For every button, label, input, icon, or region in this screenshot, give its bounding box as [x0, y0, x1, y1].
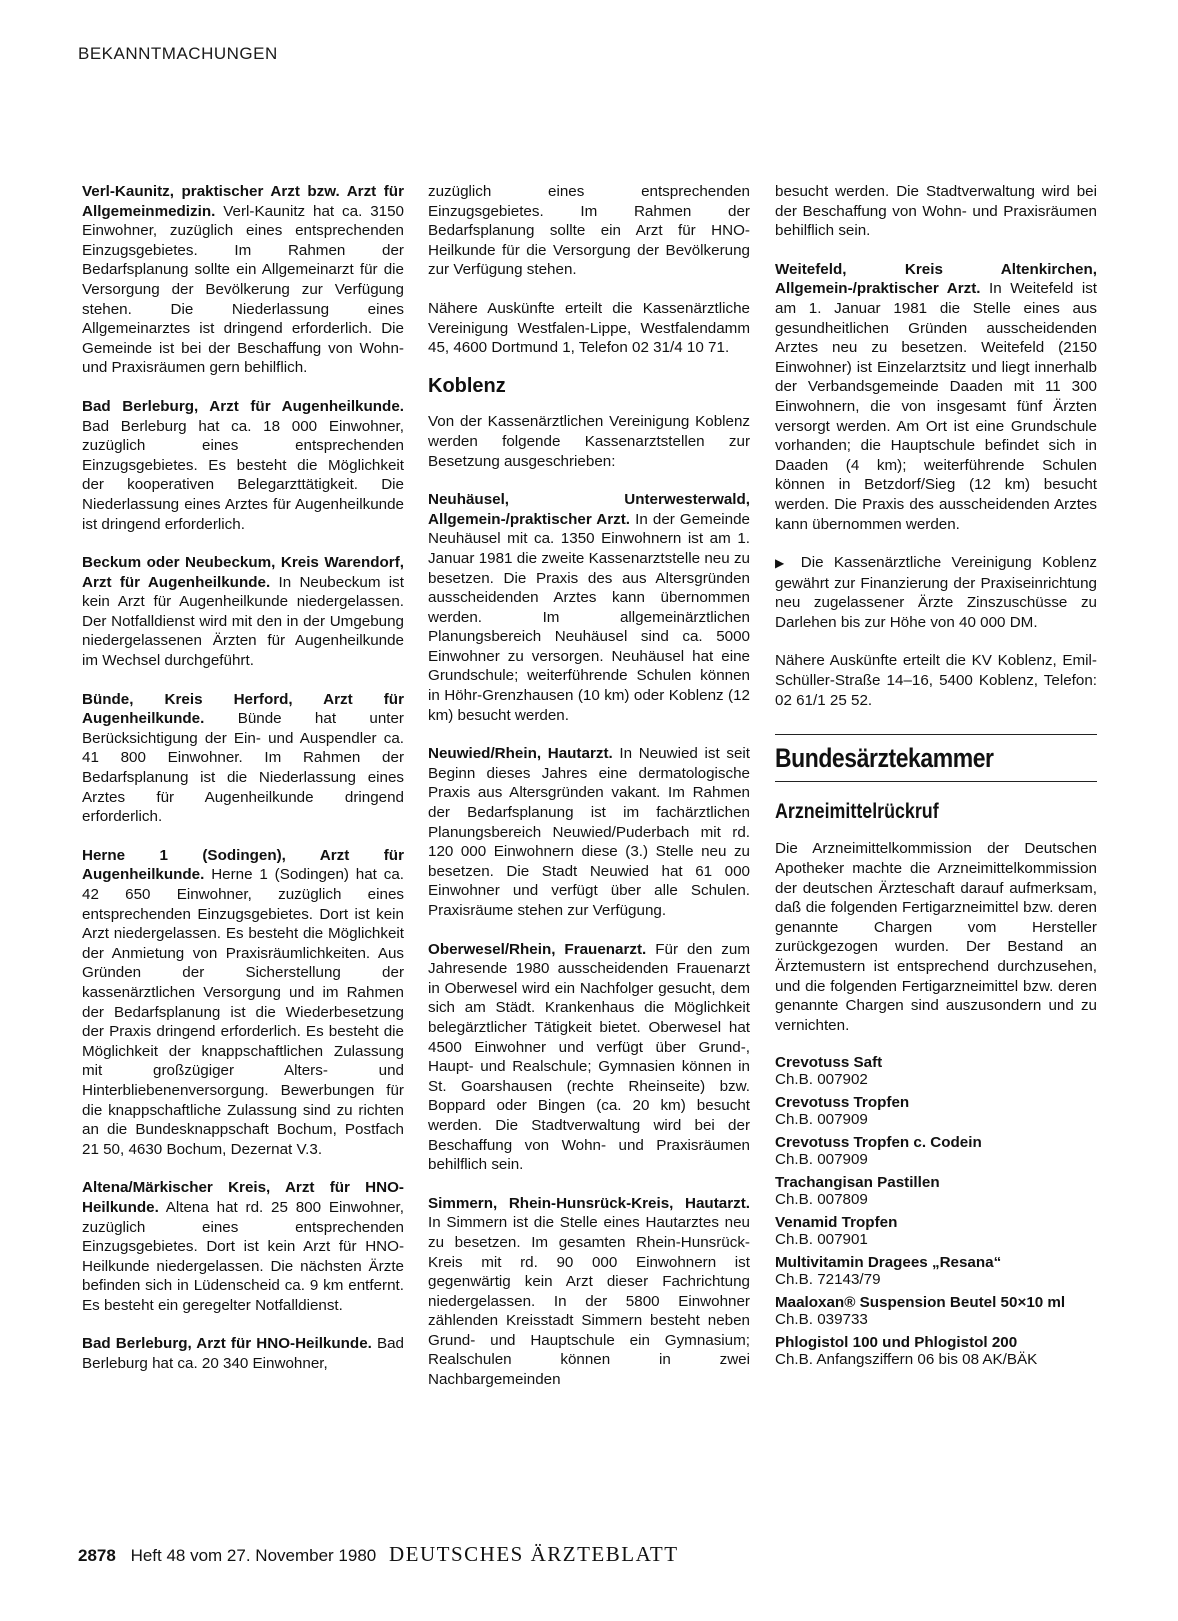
notice-neuwied — [428, 744, 750, 920]
notice-neuhaeusel — [428, 490, 750, 725]
journal-name: DEUTSCHES ÄRZTEBLATT — [388, 1542, 679, 1566]
notice-title: Beckum oder Neubeckum, Kreis Warendorf, Arzt für Augenheilkunde. — [82, 554, 404, 591]
notice-title: Altena/Märkischer Kreis, Arzt für HNO-Heilkunde. — [82, 1179, 404, 1216]
notice-title: Neuwied/Rhein, Hautarzt. — [428, 745, 613, 763]
drug-item — [775, 1094, 1097, 1128]
drug-name: Maaloxan® Suspension Beutel 50×10 ml — [775, 1294, 1066, 1312]
notice-text: In der Gemeinde Neuhäusel mit ca. 1350 Einwohnern ist am 1. Januar 1981 die zweite Kassenarztstelle neu zu besetzen. Die Praxis des aus Altersgründen ausscheidenden Arztes kann übernommen werden. Im allgemeinärztlichen Planungsbereich Neuhäusel sind ca. 5000 Einwohner zu versorgen. Neuhäusel hat eine Grundschule; weiterführende Schulen können in Höhr-Grenzhausen (10 km) oder Koblenz (12 km) besucht werden. — [428, 510, 750, 724]
notice-beckum — [82, 553, 404, 671]
column-1 — [82, 182, 404, 1393]
drug-charge: Ch.B. 039733 — [775, 1311, 868, 1329]
drug-charge: Ch.B. Anfangsziffern 06 bis 08 AK/BÄK — [775, 1351, 1038, 1369]
recall-text: Die Arzneimittelkommission der Deutschen Apotheker machte die Arzneimittelkommission der deutschen Ärzteschaft darauf aufmerksam, daß die folgenden Fertigarzneimittel bzw. deren genannte Chargen vom Hersteller zurückgezogen wurden. Der Bestand an Ärztemustern ist entsprechend durchzusehen, und die folgenden Fertigarzneimittel bzw. deren genannte Chargen sind auszusondern und zu vernichten. — [775, 840, 1097, 1034]
drug-name: Crevotuss Saft — [775, 1054, 883, 1072]
info-westfalen-lippe: Nähere Auskünfte erteilt die Kassenärztliche Vereinigung Westfalen-Lippe, Westfalendamm 45, 4600 Dortmund 1, Telefon 02 31/4 10 71. — [428, 299, 750, 357]
page-number: 2878 — [78, 1546, 116, 1565]
notice-text: Bünde hat unter Berücksichtigung der Ein- und Auspendler ca. 41 800 Einwohner. Im Rahmen der Bedarfsplanung ist die Niederlassung eines Arztes für Augenheilkunde dringend erforderlich. — [82, 710, 404, 826]
notice-text: In Simmern ist die Stelle eines Hautarztes neu zu besetzen. Im gesamten Rhein-Hunsrück-Kreis mit rd. 90 000 Einwohnern ist gegenwärtig kein Arzt dieser Fachrichtung niedergelassen. In der 5800 Einwohner zählenden Kreisstadt Simmern besteht neben Grund- und Hauptschule ein Gymnasium; Realschulen können in zwei Nachbargemeinden — [428, 1214, 750, 1389]
notice-title: Bad Berleburg, Arzt für HNO-Heilkunde. — [82, 1335, 372, 1353]
page-footer — [78, 1542, 679, 1567]
notice-bad-berleburg-augen — [82, 397, 404, 534]
continuation-text: besucht werden. Die Stadtverwaltung wird bei der Beschaffung von Wohn- und Praxisräumen behilflich sein. — [775, 183, 1097, 240]
drug-item — [775, 1174, 1097, 1208]
drug-name: Phlogistol 100 und Phlogistol 200 — [775, 1334, 1018, 1352]
drug-charge: Ch.B. 72143/79 — [775, 1271, 881, 1289]
drug-charge: Ch.B. 007902 — [775, 1071, 868, 1089]
subheading-arzneimittelrueckruf: Arzneimittelrückruf — [775, 799, 939, 823]
drug-name: Crevotuss Tropfen c. Codein — [775, 1134, 982, 1152]
drug-item — [775, 1294, 1097, 1328]
issue-info: Heft 48 vom 27. November 1980 — [130, 1546, 377, 1565]
continuation-text: zuzüglich eines entsprechenden Einzugsgebietes. Im Rahmen der Bedarfsplanung sollte ein Arzt für HNO-Heilkunde für die Versorgung der Bevölkerung zur Verfügung stehen. — [428, 183, 750, 279]
drug-item — [775, 1214, 1097, 1248]
koblenz-intro: Von der Kassenärztlichen Vereinigung Koblenz werden folgende Kassenarztstellen zur Besetzung ausgeschrieben: — [428, 413, 750, 470]
drug-charge: Ch.B. 007909 — [775, 1151, 868, 1169]
notice-title: Oberwesel/Rhein, Frauenarzt. — [428, 940, 647, 958]
column-3 — [775, 182, 1097, 1374]
notice-title: Simmern, Rhein-Hunsrück-Kreis, Hautarzt. — [428, 1194, 750, 1212]
notice-text: Bad Berleburg hat ca. 18 000 Einwohner, zuzüglich eines entsprechenden Einzugsgebietes. Es besteht die Möglichkeit der kooperativen Belegarzttätigkeit. Die Niederlassung eines Arztes für Augenheilkunde ist dringend erforderlich. — [82, 417, 404, 533]
notice-text: In Weitefeld ist am 1. Januar 1981 die Stelle eines aus gesundheitlichen Gründen ausscheidenden Arztes neu zu besetzen. Weitefeld (2150 Einwohner) ist Einzelarztsitz und liegt innerhalb der Verbandsgemeinde Daaden mit 11 300 Einwohnern, die von insgesamt fünf Ärzten versorgt werden. Am Ort ist eine Grundschule vorhanden; die Hauptschule befindet sich in Daaden (4 km); weiterführende Schulen können in Betzdorf/Sieg (12 km) besucht werden. Die Praxis des ausscheidenden Arztes kann übernommen werden. — [775, 280, 1098, 533]
drug-item — [775, 1134, 1097, 1168]
notice-verl-kaunitz — [82, 182, 404, 378]
notice-title: Verl-Kaunitz, praktischer Arzt bzw. Arzt für Allgemeinmedizin. — [82, 183, 404, 220]
notice-altena — [82, 1178, 404, 1315]
drug-item — [775, 1054, 1097, 1088]
divider — [775, 734, 1097, 735]
section-heading-koblenz: Koblenz — [428, 374, 506, 397]
drug-name: Venamid Tropfen — [775, 1214, 898, 1232]
notice-title: Weitefeld, Kreis Altenkirchen, Allgemein-/praktischer Arzt. — [775, 260, 1097, 298]
notice-title: Bünde, Kreis Herford, Arzt für Augenheilkunde. — [82, 690, 404, 728]
drug-item — [775, 1254, 1097, 1288]
triangle-right-icon: ▶ — [775, 556, 791, 571]
notice-weitefeld — [775, 260, 1097, 534]
drug-item — [775, 1334, 1097, 1368]
notice-text: Verl-Kaunitz hat ca. 3150 Einwohner, zuzüglich eines entsprechenden Einzugsgebietes. Im Rahmen der Bedarfsplanung sollte ein Allgemeinarzt für die Versorgung der Bevölkerung zur Verfügung stehen. Die Niederlassung eines Allgemeinarztes ist dringend erforderlich. Die Gemeinde ist bei der Beschaffung von Wohn- und Praxisräumen gern behilflich. — [82, 202, 404, 377]
divider — [775, 781, 1097, 782]
drug-name: Multivitamin Dragees „Resana“ — [775, 1254, 1002, 1272]
notice-text: Herne 1 (Sodingen) hat ca. 42 650 Einwohner, zuzüglich eines entsprechenden Einzugsgebietes. Dort ist kein Arzt niedergelassen. Es besteht die Möglichkeit der Anmietung von Praxisräumlichkeiten. Aus Gründen der Sicherstellung der kassenärztlichen Versorgung und im Rahmen der Bedarfsplanung ist die Wiederbesetzung der Praxis dringend erforderlich. Es besteht die Möglichkeit der knappschaftlichen Zulassung mit großzügiger Alters- und Hinterbliebenenversorgung. Bewerbungen für die knappschaftliche Zulassung sind zu richten an die Bundesknappschaft Bochum, Postfach 21 50, 4630 Bochum, Dezernat V.3. — [82, 866, 404, 1158]
notice-simmern — [428, 1194, 750, 1390]
notice-herne — [82, 846, 404, 1160]
notice-text: Bad Berleburg hat ca. 20 340 Einwohner, — [82, 1335, 404, 1373]
drug-name: Trachangisan Pastillen — [775, 1174, 940, 1192]
drug-name: Crevotuss Tropfen — [775, 1094, 910, 1112]
drug-list — [775, 1054, 1097, 1368]
kv-note — [775, 553, 1097, 632]
kv-note-text: Die Kassenärztliche Vereinigung Koblenz gewährt zur Finanzierung der Praxiseinrichtung neu zugelassener Ärzte Zinszuschüsse zu Darlehen bis zur Höhe von 40 000 DM. — [775, 554, 1097, 631]
heading-bundesaerztekammer: Bundesärztekammer — [775, 743, 994, 774]
column-2 — [428, 182, 750, 1409]
notice-title: Bad Berleburg, Arzt für Augenheilkunde. — [82, 397, 404, 415]
drug-charge: Ch.B. 007901 — [775, 1231, 868, 1249]
notice-text: Für den zum Jahresende 1980 ausscheidenden Frauenarzt in Oberwesel wird ein Nachfolger gesucht, dem sich am Städt. Krankenhaus die Möglichkeit belegärztlicher Tätigkeit bietet. Oberwesel hat 4500 Einwohner und verfügt über Grund-, Haupt- und Realschule; Gymnasien können in St. Goarshausen (rechte Rheinseite) bzw. Boppard oder Bingen (ca. 20 km) besucht werden. Die Stadtverwaltung wird bei der Beschaffung von Wohn- und Praxisräumen behilflich sein. — [428, 940, 750, 1174]
notice-oberwesel — [428, 940, 750, 1175]
notice-buende — [82, 690, 404, 827]
info-kv-koblenz: Nähere Auskünfte erteilt die KV Koblenz, Emil-Schüller-Straße 14–16, 5400 Koblenz, Telefon: 02 61/1 25 52. — [775, 652, 1097, 709]
notice-bad-berleburg-hno — [82, 1334, 404, 1373]
notice-text: In Neubeckum ist kein Arzt für Augenheilkunde niedergelassen. Der Notfalldienst wird mit den in der Umgebung niedergelassenen Ärzten für Augenheilkunde im Wechsel durchgeführt. — [82, 573, 404, 670]
drug-charge: Ch.B. 007809 — [775, 1191, 868, 1209]
notice-title: Herne 1 (Sodingen), Arzt für Augenheilkunde. — [82, 846, 404, 884]
section-header: BEKANNTMACHUNGEN — [78, 44, 278, 63]
drug-charge: Ch.B. 007909 — [775, 1111, 868, 1129]
notice-title: Neuhäusel, Unterwesterwald, Allgemein-/praktischer Arzt. — [428, 491, 750, 528]
notice-text: In Neuwied ist seit Beginn dieses Jahres eine dermatologische Praxis aus Altersgründen vakant. Im Rahmen der Bedarfsplanung ist im fachärztlichen Planungsbereich Neuwied/Puderbach mit rd. 120 000 Einwohnern diese (3.) Stelle neu zu besetzen. Die Stadt Neuwied hat 61 000 Einwohner und verfügt über alle Schulen. Praxisräume stehen zur Verfügung. — [428, 745, 750, 919]
notice-text: Altena hat rd. 25 800 Einwohner, zuzüglich eines entsprechenden Einzugsgebietes. Dort ist kein Arzt für HNO-Heilkunde niedergelassen. Die nächsten Ärzte befinden sich in Lüdenscheid ca. 9 km entfernt. Es besteht ein geregelter Notfalldienst. — [82, 1198, 404, 1314]
